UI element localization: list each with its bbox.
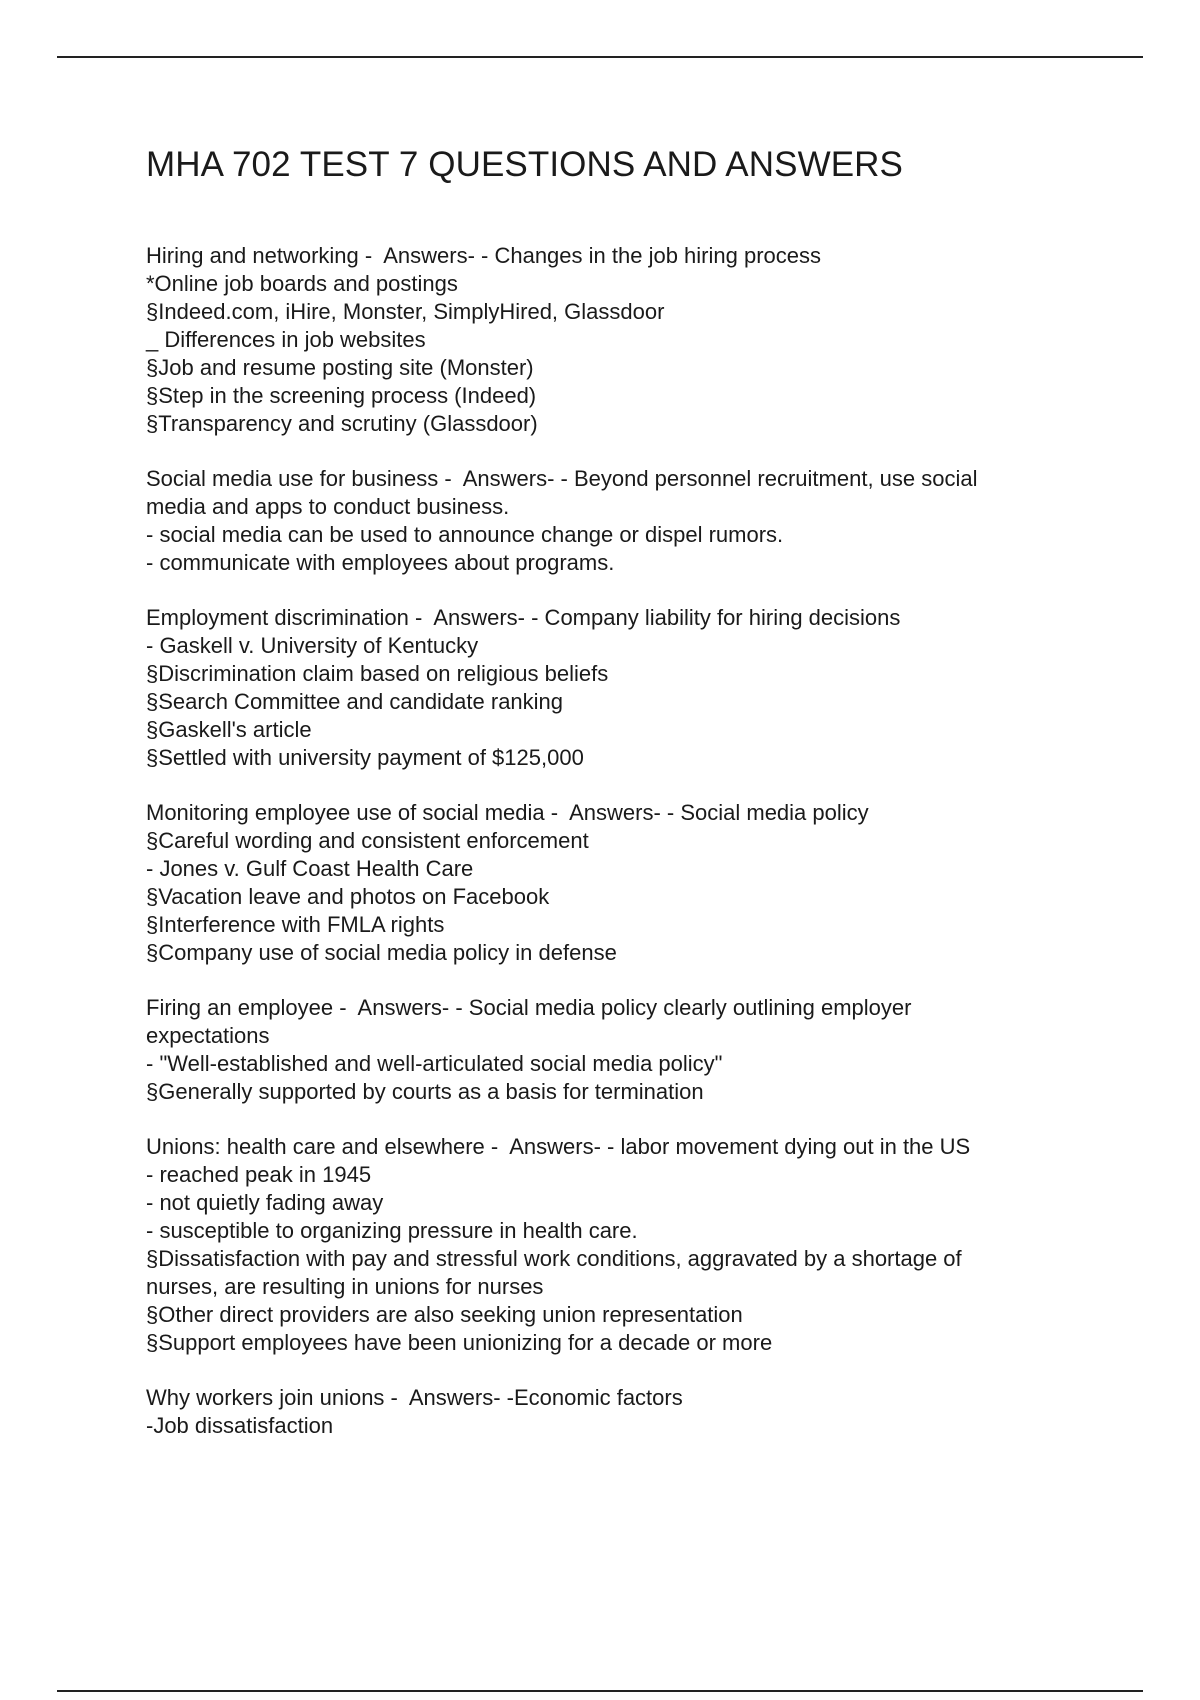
answer-line: _ Differences in job websites <box>146 327 426 352</box>
answer-line: §Settled with university payment of $125,000 <box>146 745 584 770</box>
answer-line: nurses, are resulting in unions for nurses <box>146 1274 544 1299</box>
answer-line: §Dissatisfaction with pay and stressful work conditions, aggravated by a shortage of <box>146 1246 962 1271</box>
answer-line: §Support employees have been unionizing for a decade or more <box>146 1330 773 1355</box>
question-line: Employment discrimination - Answers- - Company liability for hiring decisions <box>146 605 901 630</box>
answer-line: - reached peak in 1945 <box>146 1162 372 1187</box>
answer-line: §Careful wording and consistent enforcement <box>146 828 589 853</box>
qa-entry-employment-discrimination <box>146 604 1076 772</box>
answer-line: media and apps to conduct business. <box>146 494 510 519</box>
answer-line: *Online job boards and postings <box>146 271 458 296</box>
answer-line: - susceptible to organizing pressure in health care. <box>146 1218 638 1243</box>
question-line: Monitoring employee use of social media - Answers- - Social media policy <box>146 800 869 825</box>
bottom-rule <box>57 1690 1143 1692</box>
answer-line: §Vacation leave and photos on Facebook <box>146 884 550 909</box>
answer-line: §Discrimination claim based on religious beliefs <box>146 661 609 686</box>
answer-line: §Generally supported by courts as a basis for termination <box>146 1079 704 1104</box>
question-line: Why workers join unions - Answers- -Economic factors <box>146 1385 683 1410</box>
qa-entry-monitoring-social-media <box>146 799 1076 967</box>
answer-line: - communicate with employees about programs. <box>146 550 615 575</box>
answer-line: §Job and resume posting site (Monster) <box>146 355 534 380</box>
answer-line: §Step in the screening process (Indeed) <box>146 383 537 408</box>
question-line: Hiring and networking - Answers- - Changes in the job hiring process <box>146 243 821 268</box>
answer-line: §Interference with FMLA rights <box>146 912 445 937</box>
answer-line: §Gaskell's article <box>146 717 312 742</box>
answer-line: §Search Committee and candidate ranking <box>146 689 564 714</box>
answer-line: - Jones v. Gulf Coast Health Care <box>146 856 474 881</box>
answer-line: - social media can be used to announce change or dispel rumors. <box>146 522 784 547</box>
qa-entry-unions-health-care <box>146 1133 1076 1357</box>
answer-line: expectations <box>146 1023 270 1048</box>
question-line: Firing an employee - Answers- - Social media policy clearly outlining employer <box>146 995 912 1020</box>
qa-entry-firing-employee <box>146 994 1076 1106</box>
page-title: MHA 702 TEST 7 QUESTIONS AND ANSWERS <box>146 145 903 184</box>
question-line: Social media use for business - Answers- - Beyond personnel recruitment, use social <box>146 466 978 491</box>
qa-entry-why-join-unions <box>146 1384 1076 1440</box>
qa-entry-social-media-business <box>146 465 1076 577</box>
answer-line: -Job dissatisfaction <box>146 1413 334 1438</box>
answer-line: §Company use of social media policy in defense <box>146 940 617 965</box>
answer-line: §Transparency and scrutiny (Glassdoor) <box>146 411 538 436</box>
answer-line: §Indeed.com, iHire, Monster, SimplyHired, Glassdoor <box>146 299 665 324</box>
answer-line: - not quietly fading away <box>146 1190 384 1215</box>
answer-line: §Other direct providers are also seeking union representation <box>146 1302 743 1327</box>
answer-line: - "Well-established and well-articulated social media policy" <box>146 1051 723 1076</box>
top-rule <box>57 56 1143 58</box>
document-body <box>146 242 1076 1467</box>
answer-line: - Gaskell v. University of Kentucky <box>146 633 479 658</box>
question-line: Unions: health care and elsewhere - Answers- - labor movement dying out in the US <box>146 1134 971 1159</box>
qa-entry-hiring-networking <box>146 242 1076 438</box>
